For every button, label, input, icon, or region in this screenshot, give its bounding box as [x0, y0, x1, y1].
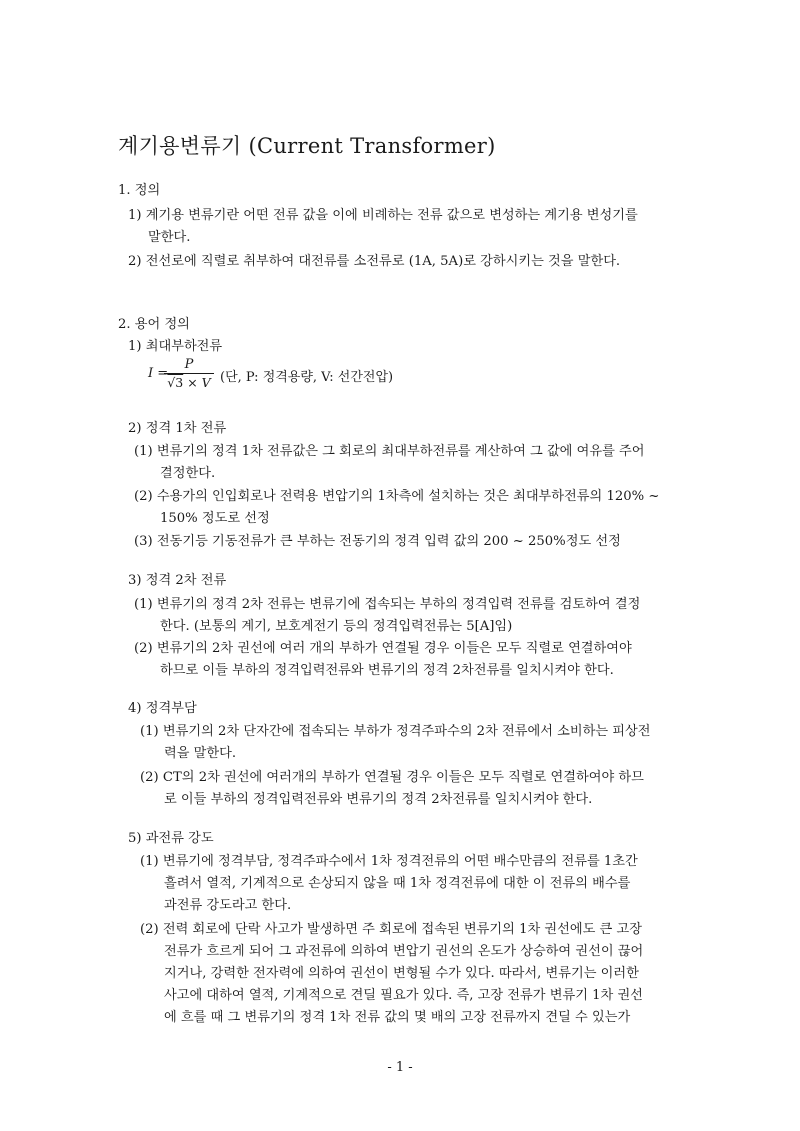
paragraph-line: (1) 변류기의 정격 2차 전류는 변류기에 접속되는 부하의 정격입력 전류를 검토하여 결정 — [134, 597, 641, 612]
section-heading-definition: 1. 정의 — [118, 183, 161, 198]
paragraph-line: 말한다. — [148, 230, 191, 245]
formula-lhs: I = — [148, 366, 169, 381]
fraction-bar — [164, 373, 214, 374]
paragraph-line: 하므로 이들 부하의 정격입력전류와 변류기의 정격 2차전류를 일치시켜야 한다. — [160, 663, 614, 678]
paragraph-line: 1) 계기용 변류기란 어떤 전류 값을 이에 비례하는 전류 값으로 변성하는 계기용 변성기를 — [128, 208, 638, 223]
subsection-heading: 5) 과전류 강도 — [128, 831, 214, 846]
sqrt-term: √3 — [167, 375, 184, 390]
paragraph-line: 2) 전선로에 직렬로 취부하여 대전류를 소전류로 (1A, 5A)로 강하시키는 것을 말한다. — [128, 254, 621, 269]
paragraph-line: (2) 수용가의 인입회로나 전력용 변압기의 1차측에 설치하는 것은 최대부하전류의 120% ~ — [134, 489, 660, 504]
paragraph-line: 전류가 흐르게 되어 그 과전류에 의하여 변압기 권선의 온도가 상승하여 권선이 끊어 — [164, 944, 644, 959]
paragraph-line: 에 흐를 때 그 변류기의 정격 1차 전류 값의 몇 배의 고장 전류까지 견딜 수 있는가 — [164, 1010, 631, 1025]
paragraph-line: (3) 전동기등 기동전류가 큰 부하는 전동기의 정격 입력 값의 200 ~ 250%정도 선정 — [134, 534, 621, 549]
denominator-rest: × V — [187, 375, 211, 390]
subsection-heading: 4) 정격부담 — [128, 701, 197, 716]
subsection-heading: 3) 정격 2차 전류 — [128, 573, 227, 588]
paragraph-line: 지거나, 강력한 전자력에 의하여 권선이 변형될 수가 있다. 따라서, 변류기는 이러한 — [164, 966, 639, 981]
paragraph-line: (1) 변류기의 정격 1차 전류값은 그 회로의 최대부하전류를 계산하여 그 값에 여유를 주어 — [134, 444, 645, 459]
paragraph-line: (2) 변류기의 2차 권선에 여러 개의 부하가 연결될 경우 이들은 모두 직렬로 연결하여야 — [134, 641, 632, 656]
section-heading-terms: 2. 용어 정의 — [118, 317, 190, 332]
paragraph-line: 결정한다. — [160, 466, 216, 481]
paragraph-line: (2) CT의 2차 권선에 여러개의 부하가 연결될 경우 이들은 모두 직렬로 연결하여야 하므 — [140, 770, 644, 785]
subsection-heading: 2) 정격 1차 전류 — [128, 421, 227, 436]
paragraph-line: 과전류 강도라고 한다. — [164, 898, 292, 913]
paragraph-line: (1) 변류기에 정격부담, 정격주파수에서 1차 정격전류의 어떤 배수만큼의 전류를 1초간 — [140, 854, 638, 869]
formula-fraction — [164, 357, 214, 391]
formula-denominator — [164, 375, 214, 391]
paragraph-line: 로 이들 부하의 정격입력전류와 변류기의 정격 2차전류를 일치시켜야 한다. — [164, 792, 593, 807]
paragraph-line: 흘려서 열적, 기계적으로 손상되지 않을 때 1차 정격전류에 대한 이 전류의 배수를 — [164, 876, 631, 891]
paragraph-line: 력을 말한다. — [164, 746, 237, 761]
paragraph-line: 사고에 대하여 열적, 기계적으로 견딜 필요가 있다. 즉, 고장 전류가 변류기 1차 권선 — [164, 988, 643, 1003]
document-title: 계기용변류기 (Current Transformer) — [118, 134, 496, 158]
paragraph-line: (1) 변류기의 2차 단자간에 접속되는 부하가 정격주파수의 2차 전류에서 소비하는 피상전 — [140, 724, 651, 739]
page-number: - 1 - — [387, 1060, 413, 1075]
paragraph-line: 150% 정도로 선정 — [160, 511, 270, 526]
formula-note: (단, P: 정격용량, V: 선간전압) — [220, 370, 394, 385]
subsection-heading: 1) 최대부하전류 — [128, 339, 223, 354]
paragraph-line: 한다. (보통의 계기, 보호계전기 등의 정격입력전류는 5[A]임) — [160, 619, 513, 634]
paragraph-line: (2) 전력 회로에 단락 사고가 발생하면 주 회로에 접속된 변류기의 1차 권선에도 큰 고장 — [140, 922, 642, 937]
formula-numerator: P — [184, 357, 194, 372]
